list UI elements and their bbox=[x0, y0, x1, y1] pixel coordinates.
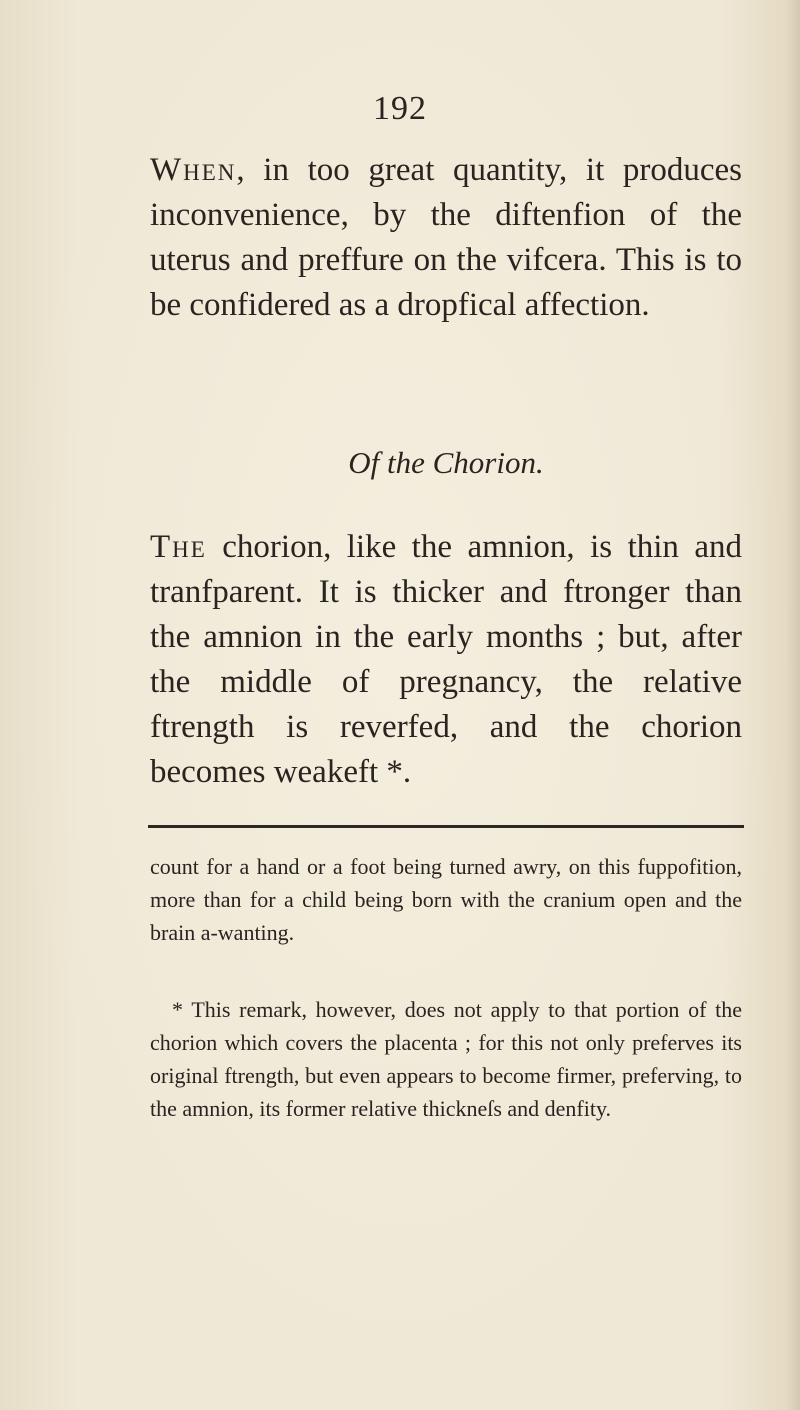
paragraph-lead-word: The bbox=[150, 529, 207, 565]
footnote: * This remark, however, does not apply to that portion of the chorion which covers the placenta ; for this not only preferves its original ftrength, but even appears to become firmer, preferving, to the amnion, its former relative thickneſs and denfity. bbox=[150, 997, 742, 1121]
paragraph-chorion bbox=[150, 525, 742, 795]
paragraph-lead-word: When bbox=[150, 152, 237, 188]
page-edge-shadow bbox=[786, 0, 800, 1410]
footnote-continuation: count for a hand or a foot being turned awry, on this fuppofition, more than for a child being born with the cranium open and the brain a-wanting. bbox=[150, 854, 742, 945]
footnote-divider bbox=[148, 825, 744, 828]
paragraph-body: chorion, like the amnion, is thin and tranfparent. It is thicker and ftronger than the amnion in the early months ; but, after the middle of pregnancy, the relative ftrength is reverfed, and the chorion becomes weakeft *. bbox=[150, 529, 742, 790]
page-number: 192 bbox=[373, 90, 427, 127]
paragraph-when bbox=[150, 148, 742, 328]
paragraph-body: , in too great quantity, it produces inconvenience, by the diftenfion of the uterus and preffure on the vifcera. This is to be confidered as a dropfical affection. bbox=[150, 152, 742, 323]
section-heading: Of the Chorion. bbox=[348, 445, 544, 480]
